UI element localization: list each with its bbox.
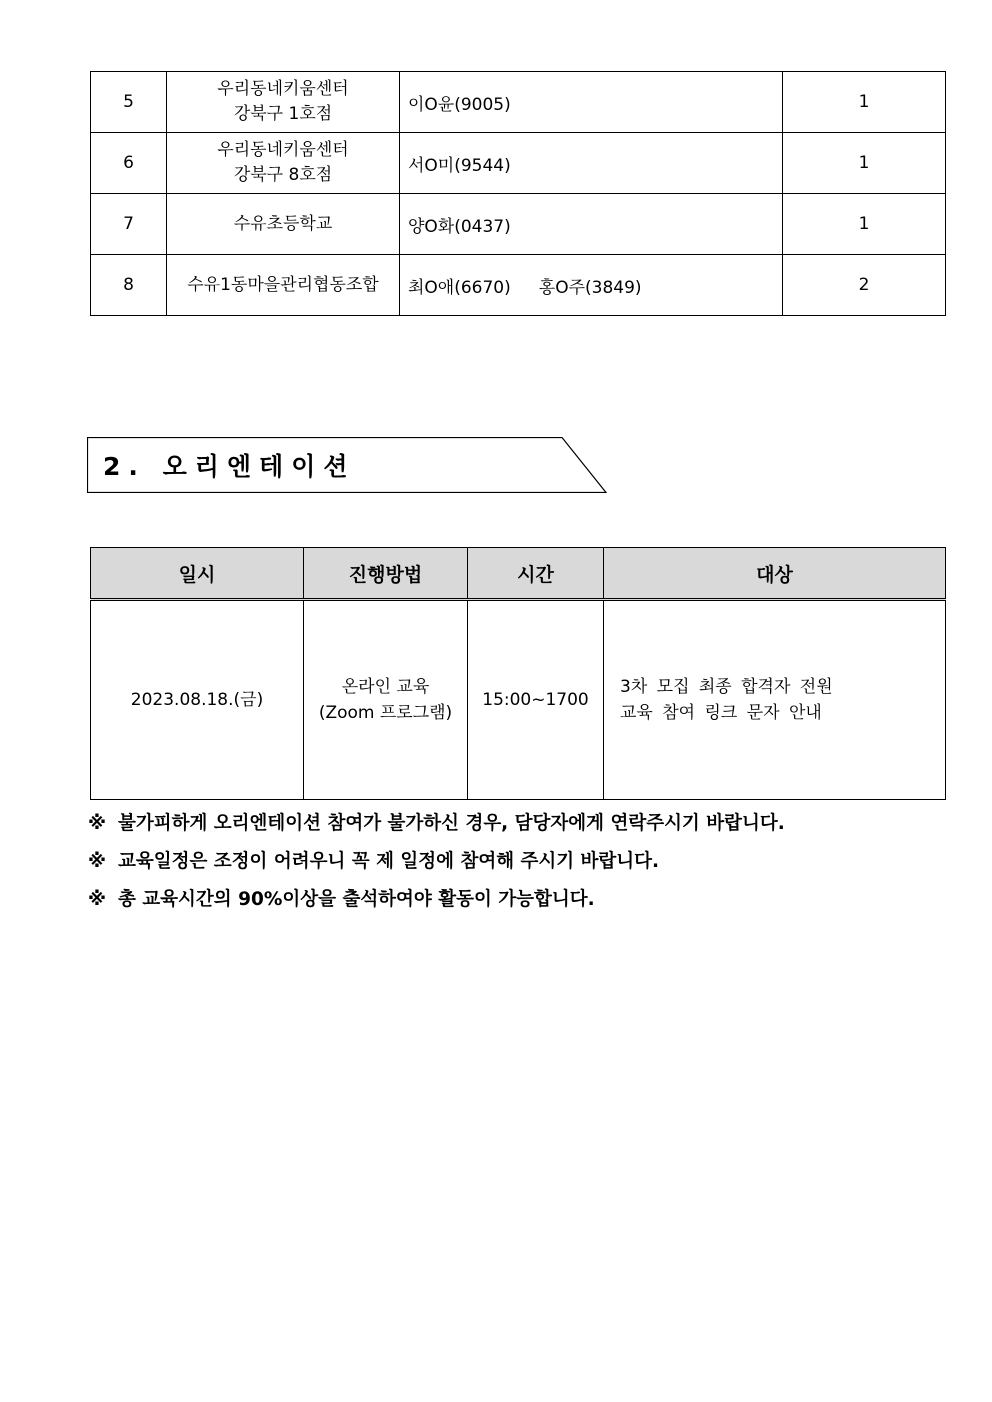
participant-count: 2 <box>783 255 946 316</box>
table-row <box>91 600 946 800</box>
participant-names <box>400 255 783 316</box>
header-target: 대상 <box>604 548 946 600</box>
participant-name: 양O화(0437) <box>408 216 511 237</box>
participant-names <box>400 72 783 133</box>
table-header-row <box>91 548 946 600</box>
note-text: 불가피하게 오리엔테이션 참여가 불가하신 경우, 담당자에게 연락주시기 바랍니다. <box>118 813 785 834</box>
place-name: 수유초등학교 <box>233 213 333 234</box>
place-name: 수유1동마을관리협동조합 <box>187 274 379 295</box>
target-line: 3차 모집 최종 합격자 전원 <box>620 677 833 697</box>
participant-count: 1 <box>783 194 946 255</box>
place-branch: 강북구 1호점 <box>233 104 333 124</box>
section-heading <box>87 437 607 493</box>
place-cell <box>167 72 400 133</box>
table-row <box>91 255 946 316</box>
place-branch: 강북구 8호점 <box>233 165 333 185</box>
table-row <box>91 194 946 255</box>
place-name: 우리동네키움센터 <box>217 140 349 160</box>
header-date: 일시 <box>91 548 304 600</box>
row-number: 5 <box>91 72 167 133</box>
participant-name: 최O애(6670) <box>408 277 511 298</box>
place-name: 우리동네키움센터 <box>217 79 349 99</box>
table-row <box>91 133 946 194</box>
participant-names <box>400 133 783 194</box>
note-item <box>88 847 968 885</box>
reference-mark: ※ <box>88 851 106 872</box>
participant-name: 서O미(9544) <box>408 155 511 176</box>
row-number: 8 <box>91 255 167 316</box>
orientation-table <box>90 547 946 800</box>
note-item <box>88 885 968 923</box>
note-text: 총 교육시간의 90%이상을 출석하여야 활동이 가능합니다. <box>118 889 595 910</box>
target-line: 교육 참여 링크 문자 안내 <box>620 703 822 723</box>
reference-mark: ※ <box>88 889 106 910</box>
note-item <box>88 809 968 847</box>
row-number: 7 <box>91 194 167 255</box>
orientation-time: 15:00~1700 <box>468 600 604 800</box>
orientation-method <box>304 600 468 800</box>
note-text: 교육일정은 조정이 어려우니 꼭 제 일정에 참여해 주시기 바랍니다. <box>118 851 660 872</box>
participant-name: 홍O주(3849) <box>538 277 642 298</box>
participant-names <box>400 194 783 255</box>
header-time: 시간 <box>468 548 604 600</box>
reference-mark: ※ <box>88 813 106 834</box>
orientation-date: 2023.08.18.(금) <box>91 600 304 800</box>
place-cell <box>167 255 400 316</box>
header-method: 진행방법 <box>304 548 468 600</box>
results-table <box>90 71 946 316</box>
participant-count: 1 <box>783 133 946 194</box>
table-row <box>91 72 946 133</box>
row-number: 6 <box>91 133 167 194</box>
place-cell <box>167 194 400 255</box>
method-line: 온라인 교육 <box>341 677 430 697</box>
participant-name: 이O윤(9005) <box>408 94 511 115</box>
participant-count: 1 <box>783 72 946 133</box>
method-line: (Zoom 프로그램) <box>318 703 453 723</box>
orientation-target <box>604 600 946 800</box>
section-title: 2. 오리엔테이션 <box>103 452 356 481</box>
place-cell <box>167 133 400 194</box>
notes <box>88 809 968 923</box>
